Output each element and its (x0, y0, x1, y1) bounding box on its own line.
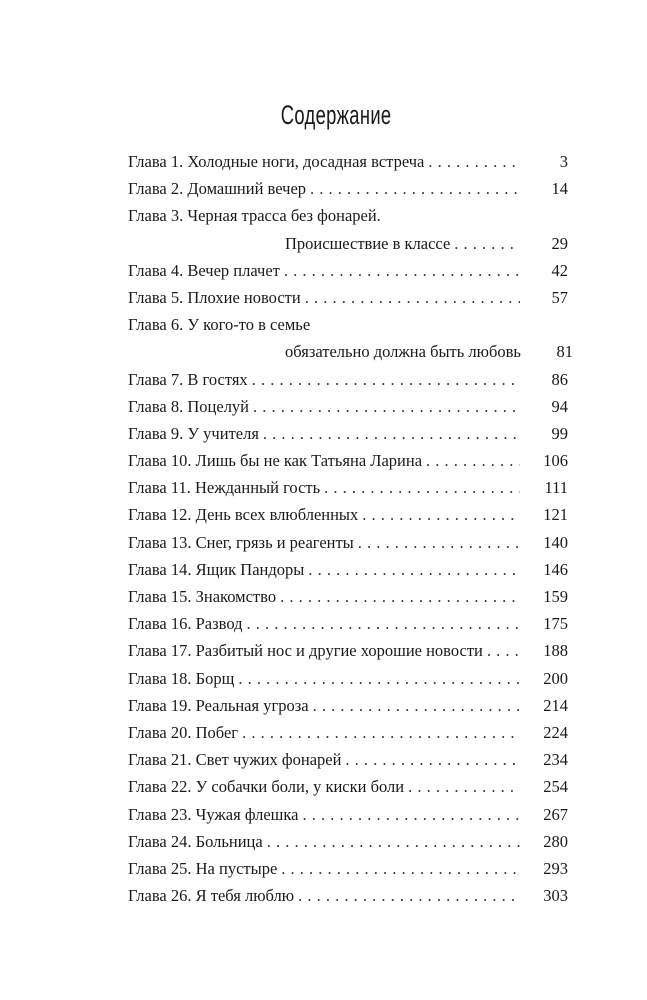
toc-entry (128, 610, 568, 637)
toc-entry-label: Глава 13. Снег, грязь и реагенты (128, 532, 354, 552)
toc-entry-label: Глава 1. Холодные ноги, досадная встреча (128, 152, 425, 171)
toc-entry (128, 665, 568, 692)
toc-entry-label: Глава 11. Нежданный гость (128, 478, 321, 498)
toc-page-number: 121 (543, 505, 568, 525)
toc-leader-dots (428, 148, 520, 175)
toc-page-number: 200 (543, 668, 568, 688)
toc-entry-label: Глава 18. Борщ (128, 668, 235, 688)
toc-page-number: 14 (551, 179, 568, 199)
toc-page-number: 42 (551, 260, 568, 280)
toc-page-number: 140 (543, 532, 568, 552)
toc-entry (128, 311, 568, 338)
toc-leader-dots (302, 801, 520, 828)
toc-leader-dots (310, 175, 520, 202)
toc-entry-label: Глава 15. Знакомство (128, 587, 277, 606)
toc-leader-dots (252, 366, 520, 393)
toc-leader-dots (238, 665, 520, 692)
toc-entry-continuation (128, 230, 568, 257)
toc-entry-label: Глава 14. Ящик Пандоры (128, 559, 305, 579)
toc-entry (128, 882, 568, 909)
toc-leader-dots (426, 447, 520, 474)
toc-page-number: 99 (551, 423, 568, 443)
toc-page-number: 94 (551, 396, 568, 416)
toc-entry (128, 284, 568, 311)
toc-entry-label: Глава 20. Побег (128, 722, 239, 742)
toc-entry-label: Глава 2. Домашний вечер (128, 179, 307, 199)
page-title: Содержание (280, 100, 392, 130)
toc-leader-dots (308, 556, 520, 583)
toc-entry (128, 474, 568, 501)
toc-entry (128, 828, 568, 855)
toc-page-number: 146 (543, 559, 568, 579)
toc-leader-dots (298, 882, 520, 909)
toc-leader-dots (284, 257, 520, 284)
toc-entry-label: Глава 7. В гостях (128, 369, 248, 389)
toc-entry (128, 801, 568, 828)
toc-leader-dots (313, 692, 520, 719)
toc-entry-label: Глава 26. Я тебя люблю (128, 886, 295, 906)
toc-entry (128, 393, 568, 420)
toc-page-number: 175 (543, 614, 568, 634)
toc-entry-label: Глава 6. У кого-то в семье (128, 315, 311, 335)
toc-page-number: 234 (543, 750, 568, 770)
toc-leader-dots (345, 746, 520, 773)
toc-page-number: 159 (543, 587, 568, 606)
toc-entry (128, 366, 568, 393)
toc-entry-label: Глава 8. Поцелуй (128, 396, 250, 416)
toc-page-number: 81 (556, 342, 573, 362)
toc-entry-label-continued: обязательно должна быть любовь (285, 342, 521, 362)
toc-page-number: 214 (543, 695, 568, 715)
toc-entry-label: Глава 4. Вечер плачет (128, 260, 280, 280)
toc-page-number: 303 (543, 886, 568, 906)
toc-entry-label: Глава 9. У учителя (128, 423, 259, 443)
toc-leader-dots (253, 393, 520, 420)
toc-entry-label: Глава 10. Лишь бы не как Татьяна Ларина (128, 451, 423, 471)
toc-page-number: 3 (559, 152, 568, 171)
toc-entry (128, 746, 568, 773)
toc-entry-label: Глава 5. Плохие новости (128, 287, 301, 307)
toc-page-number: 267 (543, 804, 568, 824)
toc-entry-label: Глава 17. Разбитый нос и другие хорошие новости (128, 641, 483, 661)
toc-leader-dots (305, 284, 520, 311)
toc-page-number: 280 (543, 831, 568, 851)
toc-leader-dots (247, 610, 521, 637)
toc-leader-dots (408, 773, 520, 800)
table-of-contents (128, 148, 573, 909)
toc-leader-dots (362, 501, 520, 528)
toc-leader-dots (454, 230, 520, 257)
toc-entry-label: Глава 12. День всех влюбленных (128, 505, 359, 525)
toc-entry (128, 257, 568, 284)
toc-entry (128, 637, 568, 664)
toc-leader-dots (242, 719, 520, 746)
toc-entry-label: Глава 3. Черная трасса без фонарей. (128, 206, 381, 226)
toc-leader-dots (263, 420, 520, 447)
toc-entry-label: Глава 22. У собачки боли, у киски боли (128, 777, 405, 797)
toc-entry (128, 501, 568, 528)
toc-leader-dots (358, 529, 520, 556)
toc-leader-dots (267, 828, 520, 855)
toc-entry (128, 583, 568, 610)
toc-entry (128, 175, 568, 202)
toc-page-number: 29 (551, 233, 568, 253)
toc-entry (128, 529, 568, 556)
toc-entry-label: Глава 19. Реальная угроза (128, 695, 309, 715)
toc-page-number: 106 (543, 451, 568, 471)
toc-leader-dots (280, 583, 520, 610)
toc-leader-dots (324, 474, 520, 501)
toc-entry-label: Глава 16. Развод (128, 614, 243, 634)
toc-leader-dots (281, 855, 520, 882)
toc-page-number: 293 (543, 858, 568, 878)
toc-entry-label: Глава 21. Свет чужих фонарей (128, 750, 342, 770)
toc-page-number: 111 (544, 478, 568, 498)
toc-entry (128, 556, 568, 583)
toc-entry-label-continued: Происшествие в классе (285, 233, 451, 253)
toc-page-number: 86 (551, 369, 568, 389)
toc-entry (128, 692, 568, 719)
toc-entry-continuation (128, 338, 573, 365)
toc-entry-label: Глава 25. На пустыре (128, 858, 278, 878)
toc-page-number: 224 (543, 722, 568, 742)
toc-entry (128, 447, 568, 474)
toc-entry-label: Глава 23. Чужая флешка (128, 804, 299, 824)
toc-leader-dots (487, 637, 520, 664)
toc-entry (128, 202, 568, 229)
toc-page-number: 188 (543, 641, 568, 661)
toc-entry (128, 148, 568, 175)
toc-page-number: 57 (551, 287, 568, 307)
toc-entry (128, 719, 568, 746)
toc-page-number: 254 (543, 777, 568, 797)
toc-entry (128, 773, 568, 800)
toc-entry (128, 420, 568, 447)
toc-entry (128, 855, 568, 882)
toc-entry-label: Глава 24. Больница (128, 831, 263, 851)
